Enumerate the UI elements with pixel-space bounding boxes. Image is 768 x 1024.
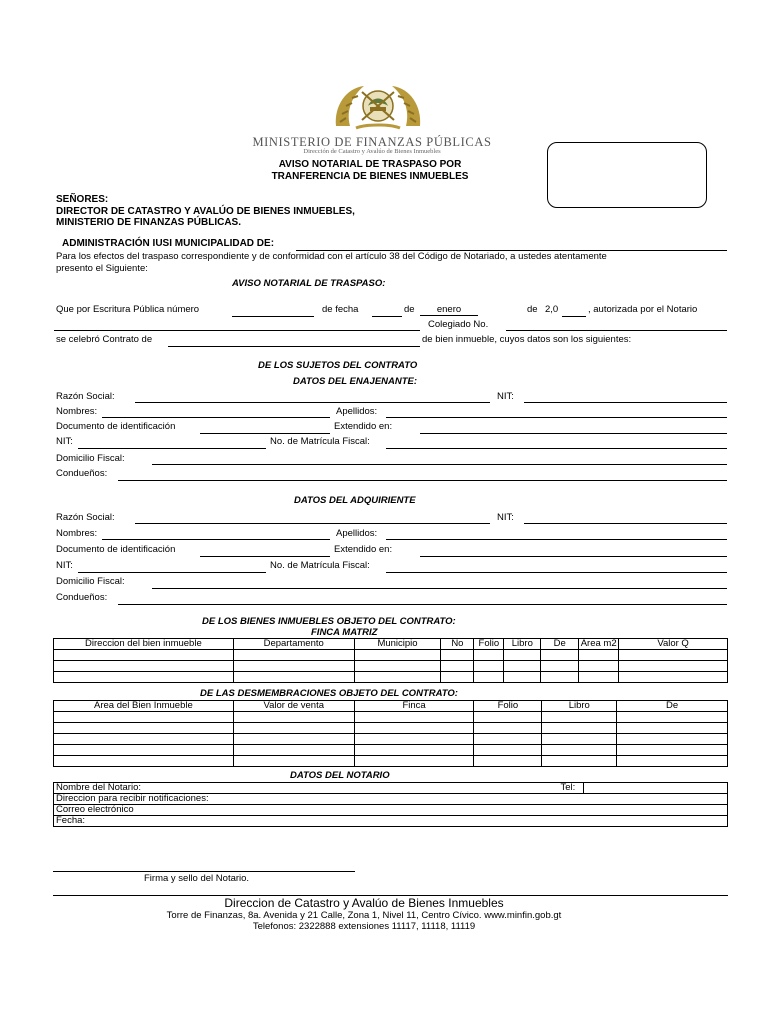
celebro-label: se celebró Contrato de [56, 334, 153, 345]
aviso-heading: AVISO NOTARIAL DE TRASPASO: [232, 278, 386, 289]
addressee-line2: DIRECTOR DE CATASTRO Y AVALÚO DE BIENES INMUEBLES, [56, 206, 355, 217]
adq-nit-field[interactable] [78, 572, 266, 573]
form-title-line2: TRANFERENCIA DE BIENES INMUEBLES [271, 171, 469, 182]
enaj-domicilio-label: Domicilio Fiscal: [56, 453, 125, 464]
column-header: Valor Q [619, 639, 728, 650]
adq-domicilio-field[interactable] [152, 588, 727, 589]
bienes-table [53, 638, 728, 683]
table-row[interactable] [54, 805, 728, 816]
bienes-heading: DE LOS BIENES INMUEBLES OBJETO DEL CONTRATO: [202, 616, 456, 627]
column-header: Libro [504, 639, 541, 650]
notario-heading: DATOS DEL NOTARIO [290, 770, 390, 781]
adq-nombres-field[interactable] [102, 539, 330, 540]
column-header: Libro [542, 701, 617, 712]
notary-name-field[interactable] [54, 330, 420, 331]
enaj-conduenos-label: Condueños: [56, 468, 108, 479]
signature-line[interactable] [53, 871, 355, 872]
enaj-nit-right-field[interactable] [524, 402, 727, 403]
enaj-apellidos-field[interactable] [386, 417, 727, 418]
enaj-nit-label: NIT: [56, 436, 73, 447]
adq-nit-right-field[interactable] [524, 523, 727, 524]
notario-nombre-label: Nombre del Notario: [56, 782, 142, 793]
column-header: Municipio [354, 639, 441, 650]
bien-label: de bien inmueble, cuyos datos son los siguientes: [422, 334, 632, 345]
table-row[interactable] [54, 734, 728, 745]
bienes-header-row [54, 639, 728, 650]
adq-extendido-field[interactable] [420, 556, 727, 557]
table-row[interactable] [54, 672, 728, 683]
adq-razon-field[interactable] [135, 523, 490, 524]
enaj-conduenos-field[interactable] [118, 480, 727, 481]
column-header: Folio [474, 639, 504, 650]
addressee-line3: MINISTERIO DE FINANZAS PÚBLICAS. [56, 217, 242, 228]
colegiado-field[interactable] [506, 330, 727, 331]
addressee-line1: SEÑORES: [56, 194, 109, 205]
enaj-razon-field[interactable] [135, 402, 490, 403]
column-header: De [617, 701, 728, 712]
enaj-apellidos-label: Apellidos: [336, 406, 378, 417]
sujetos-heading: DE LOS SUJETOS DEL CONTRATO [258, 360, 418, 371]
table-row[interactable] [54, 745, 728, 756]
stamp-box [547, 142, 707, 208]
notario-direccion-label: Direccion para recibir notificaciones: [54, 794, 728, 805]
desmembraciones-header-row [54, 701, 728, 712]
column-header: Valor de venta [233, 701, 354, 712]
escritura-number-field[interactable] [232, 316, 314, 317]
column-header: Area del Bien Inmueble [54, 701, 234, 712]
column-header: No [441, 639, 474, 650]
enaj-extendido-label: Extendido en: [334, 421, 393, 432]
ministry-subtitle: Dirección de Catastro y Avalúo de Bienes Inmuebles [303, 148, 441, 155]
form-title-line1: AVISO NOTARIAL DE TRASPASO POR [278, 159, 462, 170]
month-field[interactable]: enero [420, 304, 478, 316]
year-prefix: 2,0 [545, 304, 559, 315]
table-row[interactable] [54, 794, 728, 805]
autorizada-label: , autorizada por el Notario [588, 304, 698, 315]
enaj-matricula-label: No. de Matrícula Fiscal: [270, 436, 370, 447]
table-row[interactable] [54, 756, 728, 767]
admin-label: ADMINISTRACIÓN IUSI MUNICIPALIDAD DE: [62, 238, 275, 249]
enaj-nombres-field[interactable] [102, 417, 330, 418]
column-header: Finca [354, 701, 474, 712]
adq-apellidos-label: Apellidos: [336, 528, 378, 539]
year-field[interactable] [562, 316, 586, 317]
adq-nit-label: NIT: [56, 560, 73, 571]
adquiriente-heading: DATOS DEL ADQUIRIENTE [294, 495, 416, 506]
column-header: De [541, 639, 579, 650]
notario-fecha-label: Fecha: [54, 816, 728, 827]
table-row[interactable] [54, 783, 728, 794]
notario-tel-field[interactable] [584, 783, 728, 794]
adq-matricula-field[interactable] [386, 572, 727, 573]
table-row[interactable] [54, 723, 728, 734]
adq-documento-field[interactable] [200, 556, 330, 557]
enaj-documento-field[interactable] [200, 433, 330, 434]
adq-documento-label: Documento de identificación [56, 544, 176, 555]
table-row[interactable] [54, 816, 728, 827]
notario-correo-label: Correo electrónico [54, 805, 728, 816]
desmembraciones-heading: DE LAS DESMEMBRACIONES OBJETO DEL CONTRATO: [200, 688, 458, 699]
de-label: de [404, 304, 415, 315]
enajenante-heading: DATOS DEL ENAJENANTE: [293, 376, 418, 387]
adq-nombres-label: Nombres: [56, 528, 98, 539]
enaj-nombres-label: Nombres: [56, 406, 98, 417]
intro-line1: Para los efectos del traspaso correspondiente y de conformidad con el artículo 38 del Código de Notariado, a ustedes atentamente [56, 251, 607, 262]
escritura-label: Que por Escritura Pública número [56, 304, 200, 315]
table-row[interactable] [54, 712, 728, 723]
footer-title: Direccion de Catastro y Avalúo de Bienes Inmuebles [224, 896, 504, 910]
enaj-nit-right-label: NIT: [497, 391, 514, 402]
desmembraciones-table [53, 700, 728, 767]
adq-apellidos-field[interactable] [386, 539, 727, 540]
adq-extendido-label: Extendido en: [334, 544, 393, 555]
de2-label: de [527, 304, 538, 315]
signature-caption: Firma y sello del Notario. [144, 873, 250, 884]
column-header: Direccion del bien inmueble [54, 639, 234, 650]
adq-matricula-label: No. de Matrícula Fiscal: [270, 560, 370, 571]
notario-tel-label: Tel: [560, 782, 576, 793]
column-header: Departamento [233, 639, 354, 650]
adq-conduenos-label: Condueños: [56, 592, 108, 603]
column-header: Area m2 [579, 639, 619, 650]
enaj-domicilio-field[interactable] [152, 464, 727, 465]
day-field[interactable] [372, 316, 402, 317]
footer-address: Torre de Finanzas, 8a. Avenida y 21 Calle, Zona 1, Nivel 11, Centro Cívico. www.minfin.gob.gt [166, 910, 562, 921]
enaj-nit-field[interactable] [78, 448, 266, 449]
enaj-extendido-field[interactable] [420, 433, 727, 434]
footer-phones: Telefonos: 2322888 extensiones 11117, 11118, 11119 [252, 921, 476, 932]
column-header: Folio [474, 701, 542, 712]
contract-type-field[interactable] [168, 346, 420, 347]
enaj-matricula-field[interactable] [386, 448, 727, 449]
adq-conduenos-field[interactable] [118, 604, 727, 605]
finca-matriz-heading: FINCA MATRIZ [311, 627, 378, 638]
adq-domicilio-label: Domicilio Fiscal: [56, 576, 125, 587]
adq-razon-label: Razón Social: [56, 512, 115, 523]
notario-table [53, 782, 728, 827]
colegiado-label: Colegiado No. [428, 319, 489, 330]
enaj-razon-label: Razón Social: [56, 391, 115, 402]
adq-nit-right-label: NIT: [497, 512, 514, 523]
intro-line2: presento el Siguiente: [56, 263, 148, 274]
coat-of-arms-emblem [326, 76, 430, 134]
table-row[interactable] [54, 661, 728, 672]
fecha-label: de fecha [322, 304, 359, 315]
table-row[interactable] [54, 650, 728, 661]
enaj-documento-label: Documento de identificación [56, 421, 176, 432]
ministry-name: MINISTERIO DE FINANZAS PÚBLICAS [252, 135, 492, 149]
